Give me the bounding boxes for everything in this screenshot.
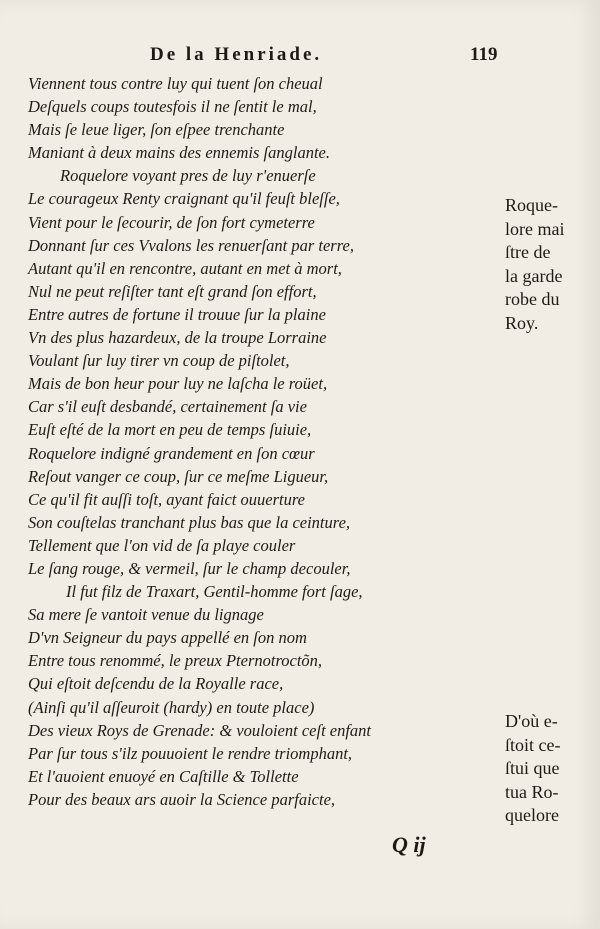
verse-line: Voulant ſur luy tirer vn coup de piſtolet, [28, 351, 290, 371]
verse-line: Qui eſtoit deſcendu de la Royalle race, [28, 674, 284, 694]
margin-note-line: Roque- [505, 195, 558, 215]
verse-line: Roquelore indigné grandement en ſon cœur [28, 443, 315, 463]
verse-line: Nul ne peut reſiſter tant eſt grand ſon effort, [28, 281, 317, 301]
verse-line: Maniant à deux mains des ennemis ſanglante. [28, 143, 330, 163]
margin-note-line: ſtui que [505, 758, 560, 778]
verse-line: Pour des beaux ars auoir la Science parfaicte, [28, 789, 336, 809]
verse-line: Vient pour le ſecourir, de ſon fort cymeterre [28, 212, 315, 232]
margin-note-line: quelore [505, 805, 559, 825]
verse-line: Le courageux Renty craignant qu'il feuſt bleſſe, [28, 189, 340, 209]
verse-line: Autant qu'il en rencontre, autant en met à mort, [28, 258, 342, 278]
verse-line: Par ſur tous s'ilz pouuoient le rendre triomphant, [28, 743, 353, 763]
verse-line: Sa mere ſe vantoit venue du lignage [28, 605, 264, 625]
margin-note-line: tua Ro- [505, 781, 559, 802]
margin-note-line: ſtre de [505, 242, 551, 262]
verse-line: Deſquels coups toutesfois il ne ſentit le mal, [28, 97, 317, 117]
verse-line: Mais ſe leue liger, ſon eſpee trenchante [28, 120, 285, 140]
verse-line: Donnant ſur ces Vvalons les renuerſant par terre, [28, 235, 354, 255]
verse-line: Et l'auoient enuoyé en Caſtille & Tollette [28, 766, 299, 786]
margin-note-line: lore mai [505, 218, 565, 239]
running-title: De la Henriade. [150, 44, 323, 65]
verse-line: Entre autres de fortune il trouue ſur la plaine [28, 304, 326, 324]
verse-line: Ce qu'il fit auſſi toſt, ayant faict ouuerture [28, 489, 305, 509]
verse-line: Tellement que l'on vid de ſa playe couler [28, 535, 296, 555]
margin-note-origin [505, 710, 597, 828]
verse-line: Des vieux Roys de Grenade: & vouloient ceſt enfant [28, 720, 372, 740]
verse-line: Euſt eſté de la mort en peu de temps ſuiuie, [28, 420, 312, 440]
verse-line: Car s'il euſt desbandé, certainement ſa vie [28, 397, 307, 417]
margin-note-line: la garde [505, 265, 563, 286]
verse-block [28, 72, 498, 811]
verse-line: Il fut filz de Traxart, Gentil-homme fort ſage, [66, 582, 363, 602]
page-number: 119 [470, 44, 498, 65]
margin-note-line: Roy. [505, 312, 539, 333]
margin-note-line: robe du [505, 289, 560, 309]
verse-line: Roquelore voyant pres de luy r'enuerſe [60, 166, 316, 186]
verse-line: Mais de bon heur pour luy ne laſcha le roüet, [28, 374, 328, 394]
verse-line: Son couſtelas tranchant plus bas que la ceinture, [28, 512, 351, 532]
verse-line: Reſout vanger ce coup, ſur ce meſme Ligueur, [28, 466, 329, 486]
margin-note-roquelore [505, 194, 597, 335]
verse-line: Le ſang rouge, & vermeil, ſur le champ decouler, [28, 558, 351, 578]
verse-line: D'vn Seigneur du pays appellé en ſon nom [28, 628, 307, 648]
verse-line: (Ainſi qu'il aſſeuroit (hardy) en toute place) [28, 697, 315, 717]
verse-line: Vn des plus hazardeux, de la troupe Lorraine [28, 328, 327, 348]
margin-note-line: ſtoit ce- [505, 734, 561, 755]
margin-note-line: D'où e- [505, 711, 558, 731]
verse-line: Viennent tous contre luy qui tuent ſon cheual [28, 74, 323, 93]
signature-mark: Q ij [392, 832, 426, 857]
page-header [0, 44, 600, 74]
verse-line: Entre tous renommé, le preux Pternotroctõn, [28, 651, 323, 671]
